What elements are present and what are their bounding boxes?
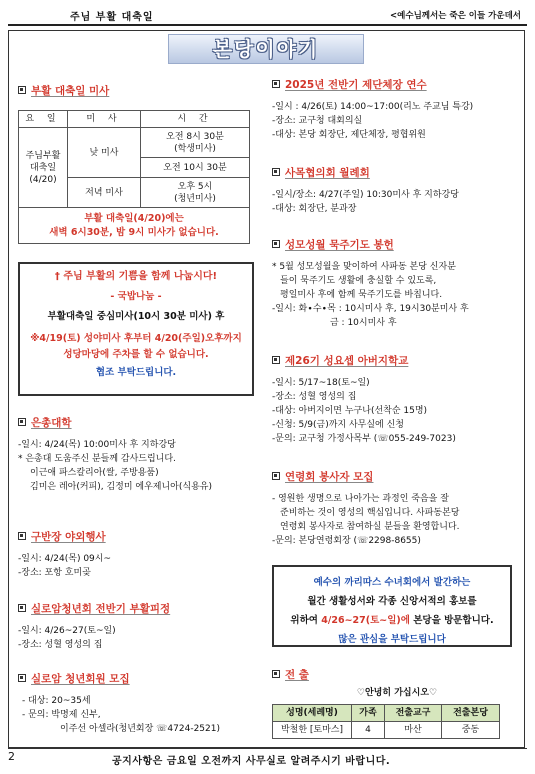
section-title: 부활 대축일 미사	[18, 84, 258, 98]
table-cell-time: 오후 5시 (청년미사)	[141, 178, 250, 208]
section-siloam-retreat: 실로암청년회 전반기 부활피정 -일시: 4/26~27(토~일) -장소: 성혈 영성의 집	[18, 603, 171, 650]
banner-title: 본당이야기	[168, 34, 364, 64]
table-cell-time: 오전 8시 30분 (학생미사)	[141, 128, 250, 158]
section-transfer: 전 출 ♡안녕히 가십시오♡ 성명(세례명) 가족 전출교구 전출본당 박철한 [토마스] 4 마산 중동	[272, 668, 522, 739]
table-note: 부활 대축일(4/20)에는 새벽 6시30분, 밤 9시 미사가 없습니다.	[19, 208, 250, 244]
page-header	[0, 4, 535, 24]
table-header: 미 사	[68, 111, 141, 128]
square-bullet-icon	[272, 80, 280, 88]
table-row: 박철한 [토마스]	[273, 722, 352, 739]
section-siloam-members: 실로암 청년회원 모집 - 대상: 20~35세 - 문의: 박명제 신부, 이주선 아셀라(청년회장 ☏4724-2521)	[18, 672, 258, 736]
section-outing: 구반장 야외행사 -일시: 4/24(목) 09시~ -장소: 포항 호미곶	[18, 531, 112, 578]
farewell-greeting: ♡안녕히 가십시오♡	[356, 688, 438, 698]
section-hospice: 연령회 봉사자 모집 - 영원한 생명으로 나아가는 과정인 죽음을 잘 준비하는 것이 영성의 핵심입니다. 사파동본당 연령회 봉사자로 참여하실 분들을 환영합니다. -문의: 본당연령회장 (☏2298-8655)	[272, 471, 460, 546]
table-cell-time: 오전 10시 30분	[141, 158, 250, 178]
transfer-table: 성명(세례명) 가족 전출교구 전출본당 박철한 [토마스] 4 마산 중동	[272, 704, 500, 739]
section-council: 사목협의회 월례회 -일시/장소: 4/27(주일) 10:30미사 후 지하강당 -대상: 회장단, 분과장	[272, 167, 459, 214]
section-altar-training: 2025년 전반기 제단체장 연수 -일시 : 4/26(토) 14:00~17:00(리노 주교님 특강) -장소: 교구청 대회의실 -대상: 본당 회장단, 제단체장, 평협위원	[272, 79, 474, 140]
header-title: 주님 부활 대축일	[70, 12, 154, 23]
square-bullet-icon	[272, 240, 280, 248]
caritas-sisters-box: 예수의 까리따스 수녀회에서 발간하는 월간 생활성서와 각종 신앙서적의 홍보를 위하여 4/26~27(토~일)에 본당을 방문합니다. 많은 관심을 부탁드립니다	[272, 565, 512, 647]
square-bullet-icon	[272, 472, 280, 480]
table-cell-day: 주님부활 대축일 (4/20)	[19, 128, 68, 208]
square-bullet-icon	[18, 532, 26, 540]
table-header: 요 일	[19, 111, 68, 128]
square-bullet-icon	[18, 86, 26, 94]
table-header: 시 간	[141, 111, 250, 128]
table-cell-mass: 저녁 미사	[68, 178, 141, 208]
square-bullet-icon	[272, 356, 280, 364]
footer-notice: 공지사항은 금요일 오전까지 사무실로 알려주시기 바랍니다.	[112, 756, 391, 767]
page-number: 2	[8, 750, 15, 763]
section-father-school: 제26기 성요셉 아버지학교 -일시: 5/17~18(토~일) -장소: 성혈 영성의 집 -대상: 아버지이면 누구나(선착순 15명) -신청: 5/9(금)까지 사무실에 신청 -문의: 교구청 가정사목부 (☏055-249-7023)	[272, 355, 456, 444]
square-bullet-icon	[18, 604, 26, 612]
square-bullet-icon	[272, 670, 280, 678]
header-subtitle: <예수님께서는 죽은 이들 가운데서	[390, 11, 521, 21]
section-seniors: 은총대학 -일시: 4/24(목) 10:00미사 후 지하강당 * 은총대 도움주신 분들께 감사드립니다. 이근애 파스칼리아(쌀, 주방용품) 김미은 레아(커피), 김정미 에우제니아(식용유)	[18, 417, 212, 492]
footer-divider	[8, 748, 527, 749]
section-rosary: 성모성월 묵주기도 봉헌 * 5월 성모성월을 맞이하여 사파동 본당 신자분 들이 묵주기도 생활에 충실할 수 있도록, 평일미사 후에 함께 묵주기도를 바칩니다. -일시: 화∙수∙목 : 10시미사 후, 19시30분미사 후 금 : 10시미사 후	[272, 239, 469, 328]
mass-schedule-table	[18, 110, 250, 244]
section-easter-mass	[18, 84, 258, 244]
square-bullet-icon	[18, 418, 26, 426]
square-bullet-icon	[18, 674, 26, 682]
noodle-sharing-box: † 주님 부활의 기쁨을 함께 나눕시다! - 국밥나눔 - 부활대축일 중심미사(10시 30분 미사) 후 ※4/19(토) 성야미사 후부터 4/20(주일)오후까지 성당마당에 주차를 할 수 없습니다. 협조 부탁드립니다.	[18, 262, 254, 396]
header-divider	[8, 24, 527, 26]
square-bullet-icon	[272, 168, 280, 176]
table-cell-mass: 낮 미사	[68, 128, 141, 178]
